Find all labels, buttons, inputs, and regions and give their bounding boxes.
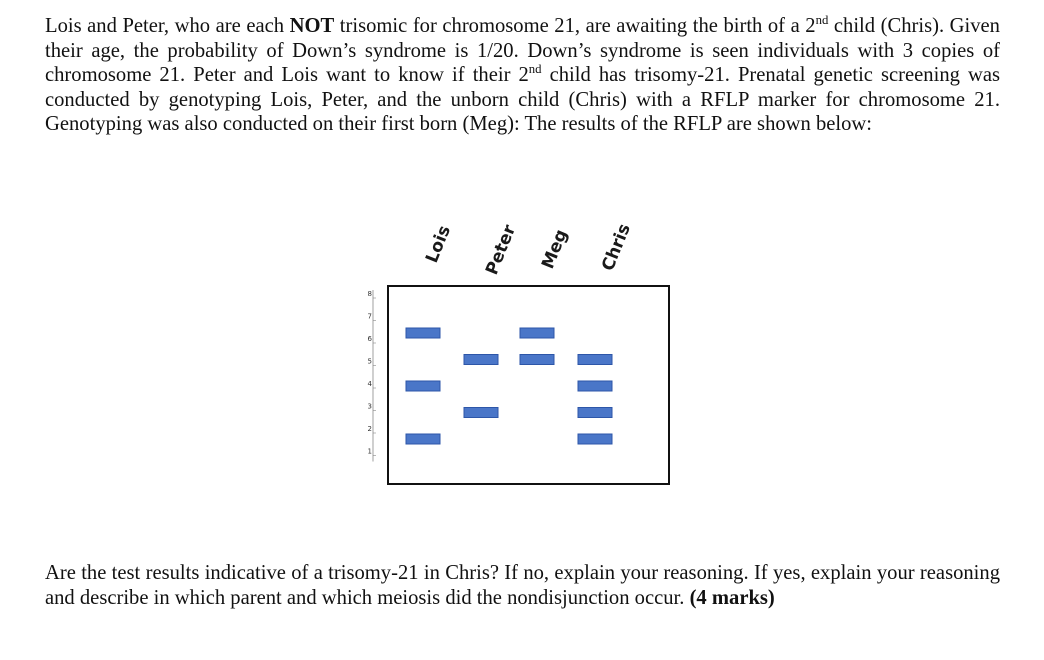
band-chris bbox=[578, 381, 612, 391]
intro-text-4: child has trisomy-21. Prenatal genetic screening was conducted by genotyping Lois, Peter, and the unborn child (Chris) with a RFLP marker for chromosome 21. Genotyping was also conducted on their first born (Meg): The results of the RFLP are shown below: bbox=[45, 64, 1000, 136]
ladder-tick-label: 8 bbox=[367, 290, 372, 298]
band-meg bbox=[520, 328, 554, 338]
ladder-tick-label: 6 bbox=[367, 335, 372, 343]
lane-label-chris: Chris bbox=[598, 221, 635, 274]
band-chris bbox=[578, 355, 612, 365]
lane-label-lois: Lois bbox=[422, 222, 456, 266]
ladder-tick-label: 4 bbox=[367, 380, 372, 388]
ladder-tick-label: 3 bbox=[367, 402, 372, 411]
gel-bands bbox=[406, 328, 612, 444]
band-lois bbox=[406, 328, 440, 338]
intro-text-1: Lois and Peter, who are each bbox=[45, 15, 290, 37]
band-lois bbox=[406, 381, 440, 391]
emphasis-not: NOT bbox=[289, 15, 335, 37]
band-chris bbox=[578, 434, 612, 444]
band-lois bbox=[406, 434, 440, 444]
ordinal-superscript-2: nd bbox=[528, 62, 542, 77]
lane-label-meg: Meg bbox=[538, 226, 572, 272]
ladder-tick-label: 1 bbox=[367, 447, 372, 456]
lane-label-peter: Peter bbox=[482, 222, 521, 278]
band-peter bbox=[464, 355, 498, 365]
band-peter bbox=[464, 408, 498, 418]
question-body: Are the test results indicative of a trisomy-21 in Chris? If no, explain your reasoning. If yes, explain your reasoning and describe in which parent and which meiosis did the nondisjunction occur. bbox=[45, 562, 1000, 609]
band-chris bbox=[578, 408, 612, 418]
band-meg bbox=[520, 355, 554, 365]
intro-text-2: trisomic for chromosome 21, are awaiting the birth of a 2 bbox=[334, 15, 816, 37]
intro-text-3: child (Chris). Given their age, the probability of Down’s syndrome is 1/20. Down’s syndrome is seen individuals with 3 copies of chromosome 21. Peter and Lois want to know if their 2 bbox=[45, 15, 1000, 87]
gel-box bbox=[388, 286, 669, 484]
problem-statement bbox=[45, 14, 1000, 137]
ladder-tick-label: 2 bbox=[367, 425, 372, 433]
size-ladder bbox=[368, 290, 376, 462]
question-text bbox=[45, 561, 1000, 610]
ladder-tick-label: 7 bbox=[367, 312, 372, 321]
marks-label: (4 marks) bbox=[689, 586, 775, 609]
ordinal-superscript-1: nd bbox=[815, 13, 829, 28]
lane-labels bbox=[422, 221, 635, 278]
ladder-tick-label: 5 bbox=[367, 357, 372, 366]
